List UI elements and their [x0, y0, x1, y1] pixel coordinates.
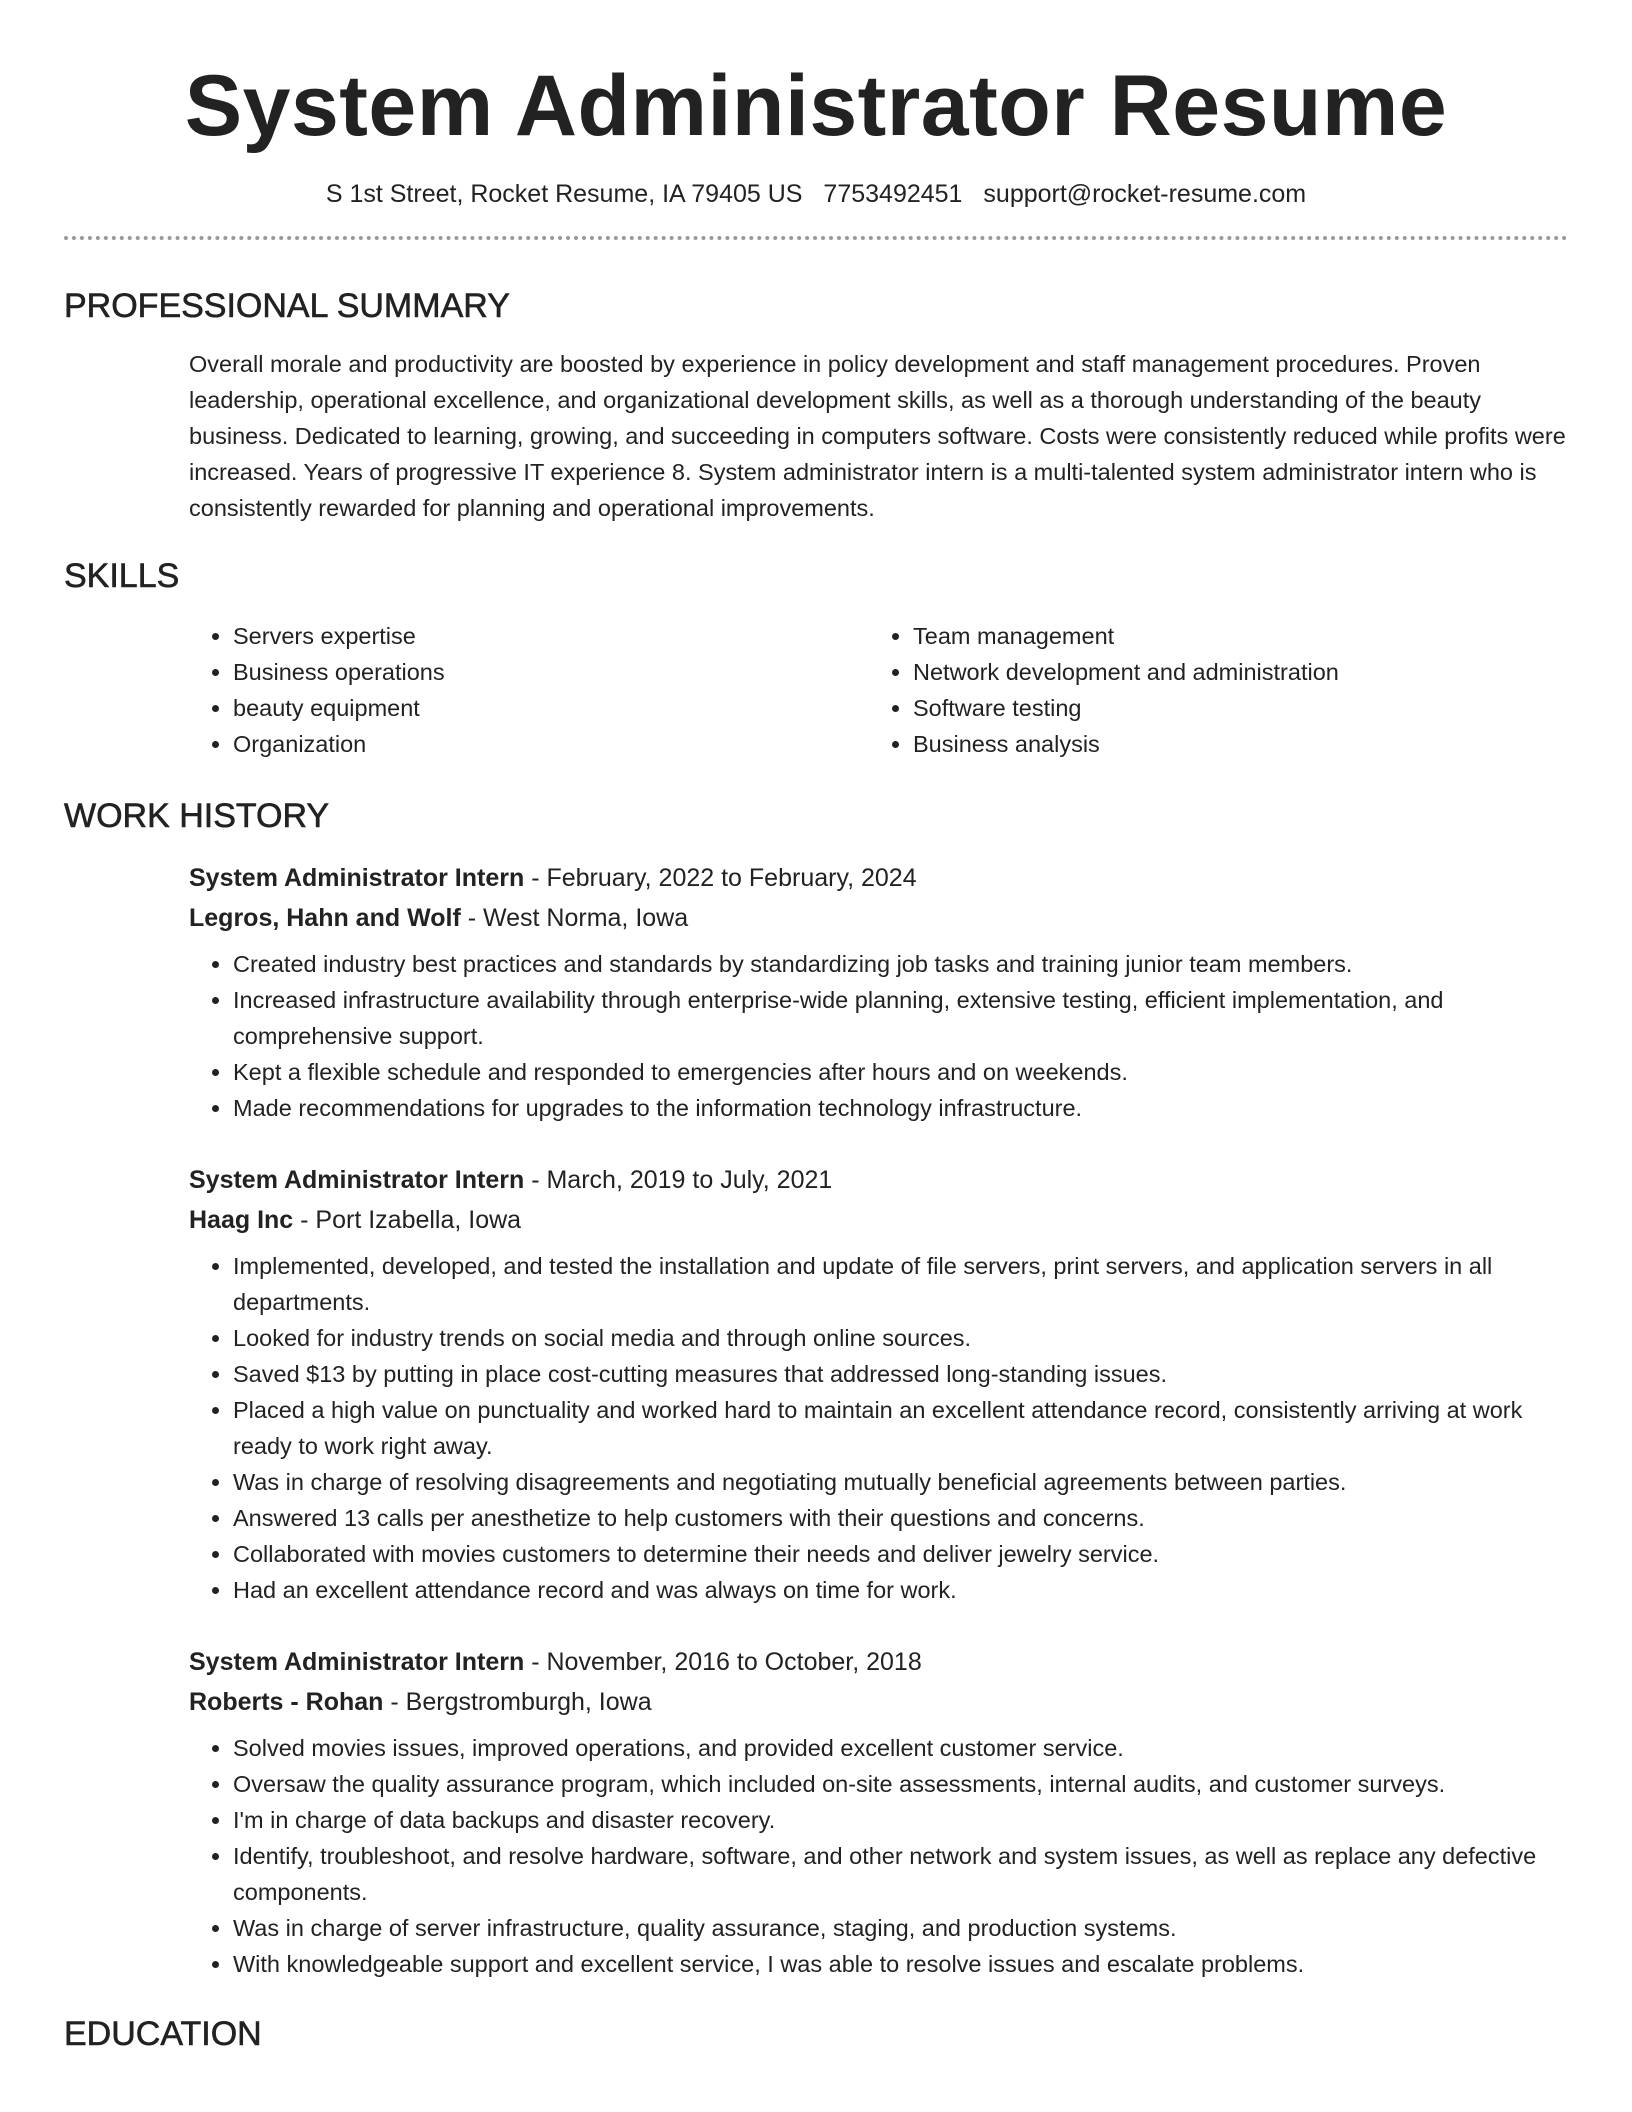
job-title-line	[189, 858, 1568, 898]
job-bullet: • Answered 13 calls per anesthetize to help customers with their questions and concerns.	[233, 1500, 1568, 1536]
job-bullets	[189, 946, 1568, 1126]
job-company-line	[189, 898, 1568, 938]
job-entry	[189, 1642, 1568, 1982]
job-bullet: • Created industry best practices and standards by standardizing job tasks and training junior team members.	[233, 946, 1568, 982]
resume-title: System Administrator Resume	[184, 58, 1448, 154]
job-title: System Administrator Intern	[189, 1166, 525, 1194]
job-title: System Administrator Intern	[189, 1648, 525, 1676]
skills-list-right	[869, 618, 1339, 762]
job-entry	[189, 1160, 1568, 1608]
job-bullet: • Saved $13 by putting in place cost-cutting measures that addressed long-standing issues.	[233, 1356, 1568, 1392]
job-bullet: • Looked for industry trends on social media and through online sources.	[233, 1320, 1568, 1356]
skill-item: • Business analysis	[913, 726, 1339, 762]
job-bullets	[189, 1730, 1568, 1982]
job-bullet: • With knowledgeable support and excellent service, I was able to resolve issues and escalate problems.	[233, 1946, 1568, 1982]
job-company-line	[189, 1682, 1568, 1722]
header-divider	[64, 236, 1568, 240]
job-entry	[189, 858, 1568, 1126]
skill-item: • Network development and administration	[913, 654, 1339, 690]
job-bullet: • Oversaw the quality assurance program, which included on-site assessments, internal audits, and customer surveys.	[233, 1766, 1568, 1802]
contact-phone: 7753492451	[823, 180, 963, 208]
skills-columns	[189, 618, 1568, 762]
job-company: Legros, Hahn and Wolf	[189, 904, 461, 932]
work-history-heading: WORK HISTORY	[64, 797, 330, 835]
summary-heading: PROFESSIONAL SUMMARY	[64, 287, 510, 325]
job-company: Roberts - Rohan	[189, 1688, 384, 1716]
job-dates: - November, 2016 to October, 2018	[524, 1648, 922, 1676]
contact-line	[64, 178, 1568, 210]
job-bullet: • Increased infrastructure availability through enterprise-wide planning, extensive testing, efficient implementation, and comprehensive support.	[233, 982, 1568, 1054]
job-location: - Bergstromburgh, Iowa	[383, 1688, 652, 1716]
skills-heading: SKILLS	[64, 557, 180, 595]
skill-item: • Software testing	[913, 690, 1339, 726]
job-bullet: • Kept a flexible schedule and responded to emergencies after hours and on weekends.	[233, 1054, 1568, 1090]
summary-text: Overall morale and productivity are boosted by experience in policy development and staff management procedures. Proven leadership, operational excellence, and organizational development skills, as well as a thorough understanding of the beauty business. Dedicated to learning, growing, and succeeding in computers software. Costs were consistently reduced while profits were increased. Years of progressive IT experience 8. System administrator intern is a multi-talented system administrator intern who is consistently rewarded for planning and operational improvements.	[189, 351, 1566, 521]
skill-item: • beauty equipment	[233, 690, 869, 726]
job-bullet: • Identify, troubleshoot, and resolve hardware, software, and other network and system issues, as well as replace any defective components.	[233, 1838, 1568, 1910]
job-bullet: • Was in charge of server infrastructure, quality assurance, staging, and production systems.	[233, 1910, 1568, 1946]
job-title-line	[189, 1642, 1568, 1682]
contact-email: support@rocket-resume.com	[983, 180, 1307, 208]
job-title: System Administrator Intern	[189, 864, 525, 892]
job-bullets	[189, 1248, 1568, 1608]
skills-list-left	[189, 618, 869, 762]
job-bullet: • Had an excellent attendance record and was always on time for work.	[233, 1572, 1568, 1608]
job-dates: - March, 2019 to July, 2021	[524, 1166, 833, 1194]
education-heading: EDUCATION	[64, 2015, 262, 2053]
job-company-line	[189, 1200, 1568, 1240]
job-location: - Port Izabella, Iowa	[293, 1206, 522, 1234]
contact-address: S 1st Street, Rocket Resume, IA 79405 US	[325, 180, 803, 208]
skill-item: • Team management	[913, 618, 1339, 654]
job-dates: - February, 2022 to February, 2024	[524, 864, 917, 892]
job-location: - West Norma, Iowa	[460, 904, 689, 932]
job-company: Haag Inc	[189, 1206, 294, 1234]
job-bullet: • Collaborated with movies customers to determine their needs and deliver jewelry service.	[233, 1536, 1568, 1572]
job-bullet: • I'm in charge of data backups and disaster recovery.	[233, 1802, 1568, 1838]
job-bullet: • Solved movies issues, improved operations, and provided excellent customer service.	[233, 1730, 1568, 1766]
job-bullet: • Was in charge of resolving disagreements and negotiating mutually beneficial agreements between parties.	[233, 1464, 1568, 1500]
job-bullet: • Made recommendations for upgrades to the information technology infrastructure.	[233, 1090, 1568, 1126]
job-bullet: • Implemented, developed, and tested the installation and update of file servers, print servers, and application servers in all departments.	[233, 1248, 1568, 1320]
job-title-line	[189, 1160, 1568, 1200]
skill-item: • Servers expertise	[233, 618, 869, 654]
skill-item: • Organization	[233, 726, 869, 762]
job-bullet: • Placed a high value on punctuality and worked hard to maintain an excellent attendance record, consistently arriving at work ready to work right away.	[233, 1392, 1568, 1464]
skill-item: • Business operations	[233, 654, 869, 690]
